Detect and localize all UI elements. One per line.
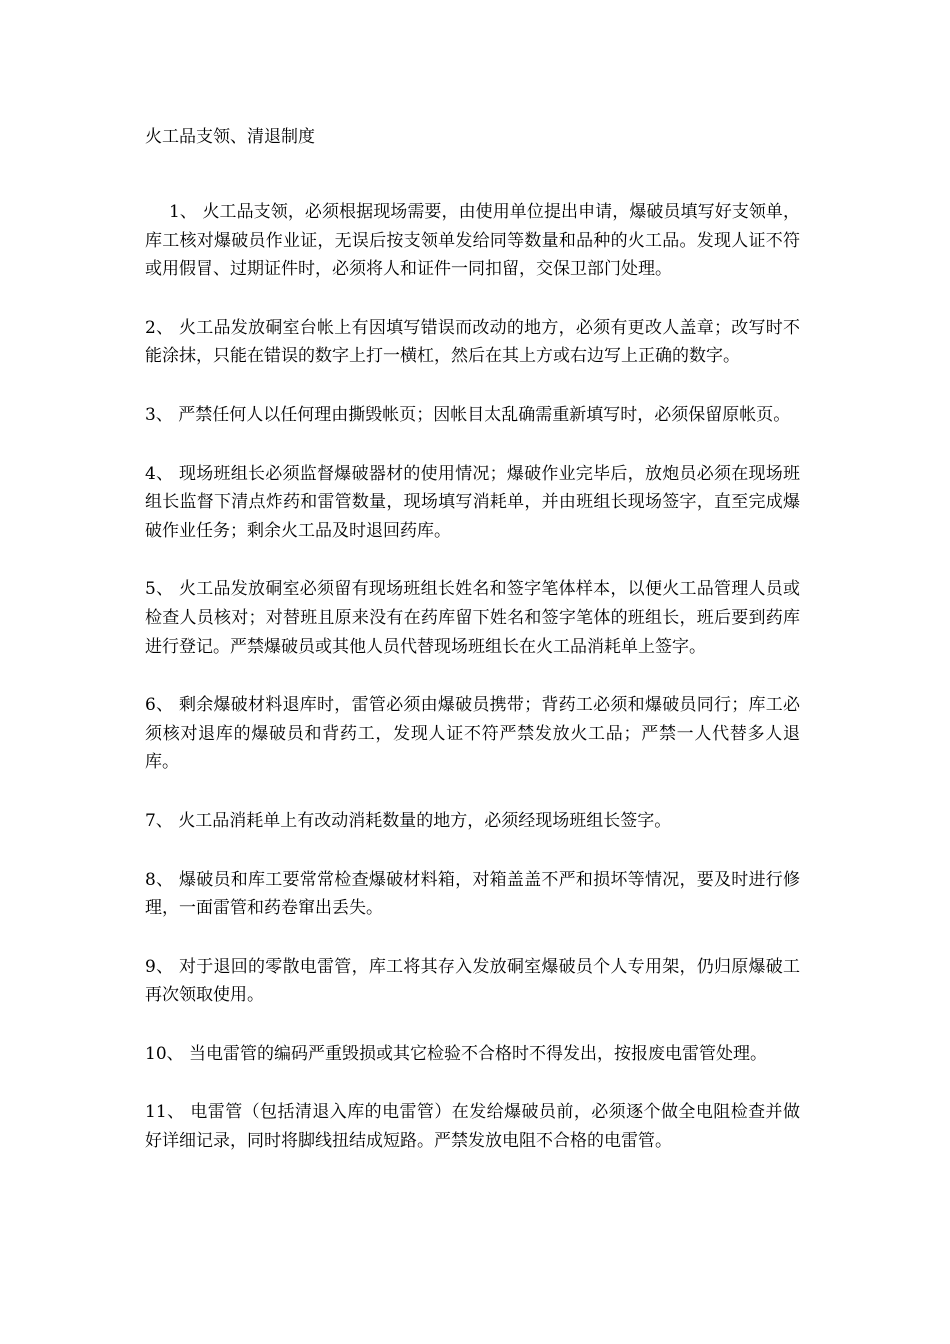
paragraph-10: 10、 当电雷管的编码严重毁损或其它检验不合格时不得发出，按报废电雷管处理。 [145, 1043, 768, 1064]
paragraph-9: 9、 对于退回的零散电雷管，库工将其存入发放硐室爆破员个人专用架，仍归原爆破工再次领取使用。 [145, 956, 800, 1006]
document-body [145, 198, 800, 1186]
paragraph-3: 3、 严禁任何人以任何理由撕毁帐页；因帐目太乱确需重新填写时，必须保留原帐页。 [145, 404, 791, 425]
paragraph-6: 6、 剩余爆破材料退库时，雷管必须由爆破员携带；背药工必须和爆破员同行；库工必须核对退库的爆破员和背药工，发现人证不符严禁发放火工品；严禁一人代替多人退库。 [145, 695, 800, 773]
paragraph-11: 11、 电雷管（包括清退入库的电雷管）在发给爆破员前，必须逐个做全电阻检查并做好详细记录，同时将脚线扭结成短路。严禁发放电阻不合格的电雷管。 [145, 1102, 800, 1152]
paragraph-4: 4、 现场班组长必须监督爆破器材的使用情况；爆破作业完毕后，放炮员必须在现场班组长监督下清点炸药和雷管数量，现场填写消耗单，并由班组长现场签字，直至完成爆破作业任务；剩余火工品及时退回药库。 [145, 463, 800, 541]
paragraph-1: 1、 火工品支领，必须根据现场需要，由使用单位提出申请，爆破员填写好支领单，库工核对爆破员作业证，无误后按支领单发给同等数量和品种的火工品。发现人证不符或用假冒、过期证件时，必须将人和证件一同扣留，交保卫部门处理。 [145, 202, 800, 280]
document-title: 火工品支领、清退制度 [145, 127, 315, 147]
paragraph-8: 8、 爆破员和库工要常常检查爆破材料箱，对箱盖盖不严和损坏等情况，要及时进行修理，一面雷管和药卷窜出丢失。 [145, 869, 800, 919]
paragraph-5: 5、 火工品发放硐室必须留有现场班组长姓名和签字笔体样本，以便火工品管理人员或检查人员核对；对替班且原来没有在药库留下姓名和签字笔体的班组长，班后要到药库进行登记。严禁爆破员或其他人员代替现场班组长在火工品消耗单上签字。 [145, 579, 800, 657]
paragraph-2: 2、 火工品发放硐室台帐上有因填写错误而改动的地方，必须有更改人盖章；改写时不能涂抹，只能在错误的数字上打一横杠，然后在其上方或右边写上正确的数字。 [145, 317, 800, 367]
paragraph-7: 7、 火工品消耗单上有改动消耗数量的地方，必须经现场班组长签字。 [145, 810, 672, 831]
